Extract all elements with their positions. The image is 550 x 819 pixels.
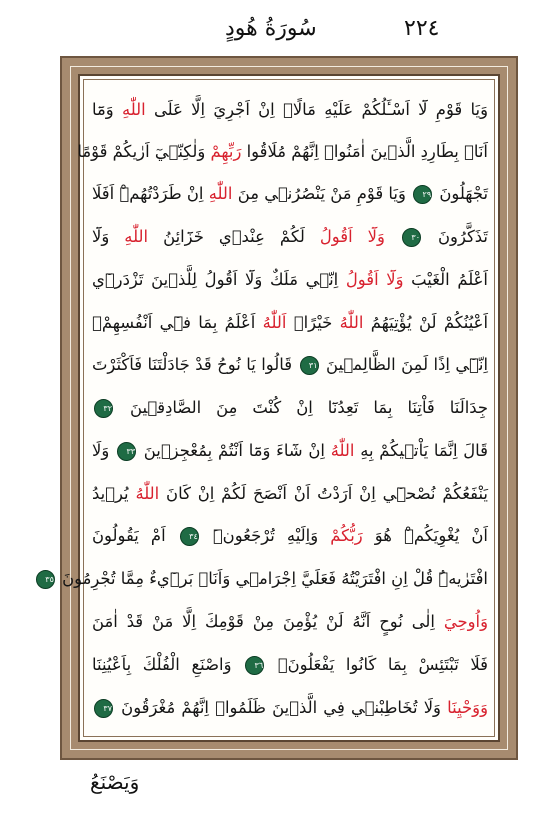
ayah-number-marker: ٣٠	[402, 228, 421, 247]
ayah-number-marker: ٢٩	[413, 185, 432, 204]
text-line	[92, 217, 488, 257]
text-segment: وَيَا قَوْمِ مَنْ يَنْصُرُنٖي مِنَ	[232, 184, 412, 203]
text-segment: اَمْ يَقُولُونَ	[92, 526, 178, 545]
text-segment: افْتَرٰيهُۜ قُلْ اِنِ افْتَرَيْتُهُ فَعَلَيَّ اِجْرَامٖي وَاَنَا۬ بَرٖٓيءٌ مِمَّا تُجْرِمُونَ	[56, 569, 488, 588]
highlighted-word: اَللّٰهُ	[262, 313, 287, 332]
highlighted-word: وَلَٓا اَقُولُ	[345, 270, 404, 289]
text-segment: اِنْ شَٓاءَ وَمَٓا اَنْتُمْ بِمُعْجِزٖينَ	[138, 441, 331, 460]
ayah-number-marker: ٣٢	[94, 399, 113, 418]
highlighted-word: رَبُّكُمْ	[330, 526, 363, 545]
text-segment: خَيْرًاۜ	[286, 313, 340, 332]
highlighted-word: وَاُوحِيَ	[443, 612, 488, 631]
text-line	[92, 174, 488, 214]
highlighted-word: اللّٰهُ	[135, 484, 160, 503]
text-line	[92, 602, 488, 642]
text-segment: اِنْ طَرَدْتُهُمْۜ اَفَلَا	[92, 184, 209, 203]
text-segment: وَيَا قَوْمِ لَٓا اَسْـَٔلُكُمْ عَلَيْهِ مَالًاۜ اِنْ اَجْرِيَ اِلَّا عَلَى	[145, 100, 488, 119]
surah-title: سُورَةُ هُودٍ	[225, 16, 317, 41]
text-segment: وَلَا	[92, 441, 116, 460]
text-segment: اِنّٖٓي اِذًا لَمِنَ الظَّالِمٖينَ	[320, 355, 488, 374]
text-segment: لَكُمْ عِنْدٖي خَزَٓائِنُ	[148, 227, 320, 246]
text-segment: وَلَا تُخَاطِبْنٖي فِي الَّذٖينَ ظَلَمُواۚ اِنَّهُمْ مُغْرَقُونَ	[115, 698, 448, 717]
text-segment: وَاصْنَعِ الْفُلْكَ بِاَعْيُنِنَا	[92, 655, 244, 674]
text-line	[92, 431, 488, 471]
text-segment: جِدَالَنَا فَاْتِنَا بِمَا تَعِدُنَٓا اِنْ كُنْتَ مِنَ الصَّادِقٖينَ	[115, 398, 488, 417]
quran-text-block	[45, 90, 489, 730]
highlighted-word: اللّٰهُ	[339, 313, 364, 332]
highlighted-word: اللّٰهِ	[121, 100, 146, 119]
text-segment: قَالَ اِنَّمَا يَاْتٖيكُمْ بِهِ	[354, 441, 489, 460]
highlighted-word: اللّٰهُ	[330, 441, 355, 460]
text-segment: يَنْفَعُكُمْ نُصْحٖٓي اِنْ اَرَدْتُ اَنْ اَنْصَحَ لَكُمْ اِنْ كَانَ	[159, 484, 488, 503]
page-header	[0, 0, 550, 58]
text-line	[92, 474, 488, 514]
text-segment: اَعْلَمُ الْغَيْبَ	[403, 270, 488, 289]
text-segment: اَنَا۬ بِطَارِدِ الَّذٖينَ اٰمَنُواۜ اِنَّهُمْ مُلَاقُوا	[241, 142, 488, 161]
text-line	[92, 388, 488, 428]
text-segment: وَاِلَيْهِ تُرْجَعُونَۜ	[200, 526, 331, 545]
ayah-number-marker: ٣٧	[94, 699, 113, 718]
highlighted-word: وَوَحْيِنَا	[447, 698, 488, 717]
ayah-number-marker: ٣٦	[245, 656, 264, 675]
text-line	[77, 132, 488, 172]
text-segment: قَالُوا يَا نُوحُ قَدْ جَادَلْتَنَا فَاَكْثَرْتَ	[92, 355, 298, 374]
page-number: ٢٢٤	[404, 16, 440, 41]
ayah-number-marker: ٣٣	[117, 442, 136, 461]
highlighted-word: رَبِّهِمْ	[210, 142, 242, 161]
text-segment: اِنّٖي مَلَكٌ وَلَٓا اَقُولُ لِلَّذٖينَ تَزْدَرٖٓي	[92, 270, 346, 289]
text-segment: اَنْ يُغْوِيَكُمْۜ هُوَ	[362, 526, 488, 545]
ayah-number-marker: ٣٥	[36, 570, 55, 589]
text-line	[92, 260, 488, 300]
highlighted-word: وَلَٓا اَقُولُ	[319, 227, 385, 246]
text-segment: اِلٰى نُوحٍ اَنَّهُ لَنْ يُؤْمِنَ مِنْ قَوْمِكَ اِلَّا مَنْ قَدْ اٰمَنَ	[92, 612, 444, 631]
highlighted-word: اللّٰهِ	[208, 184, 233, 203]
text-line	[92, 303, 488, 343]
text-line	[92, 516, 488, 556]
text-segment: وَلَٓا	[92, 227, 125, 246]
text-segment: تَجْهَلُونَ	[434, 184, 489, 203]
text-segment: وَلٰكِنّٖيٓ اَرٰيكُمْ قَوْمًا	[77, 142, 211, 161]
text-line	[92, 688, 488, 728]
highlighted-word: اللّٰهِ	[124, 227, 149, 246]
ayah-number-marker: ٣٤	[180, 527, 199, 546]
text-line	[92, 345, 488, 385]
text-line	[92, 645, 488, 685]
text-line	[45, 559, 488, 599]
text-segment	[385, 227, 400, 246]
text-segment: وَمَٓا	[92, 100, 122, 119]
catchword: وَيَصْنَعُ	[90, 770, 140, 794]
text-segment: يُرٖيدُ	[92, 484, 136, 503]
text-segment: فَلَا تَبْتَئِسْ بِمَا كَانُوا يَفْعَلُونَۚ	[266, 655, 488, 674]
text-segment: اَعْلَمُ بِمَا فٖٓي اَنْفُسِهِمْۚ	[92, 313, 263, 332]
text-segment: اَعْيُنُكُمْ لَنْ يُؤْتِيَهُمُ	[363, 313, 489, 332]
ayah-number-marker: ٣١	[300, 356, 319, 375]
text-segment: تَذَكَّرُونَ	[422, 227, 488, 246]
text-line	[92, 90, 488, 130]
